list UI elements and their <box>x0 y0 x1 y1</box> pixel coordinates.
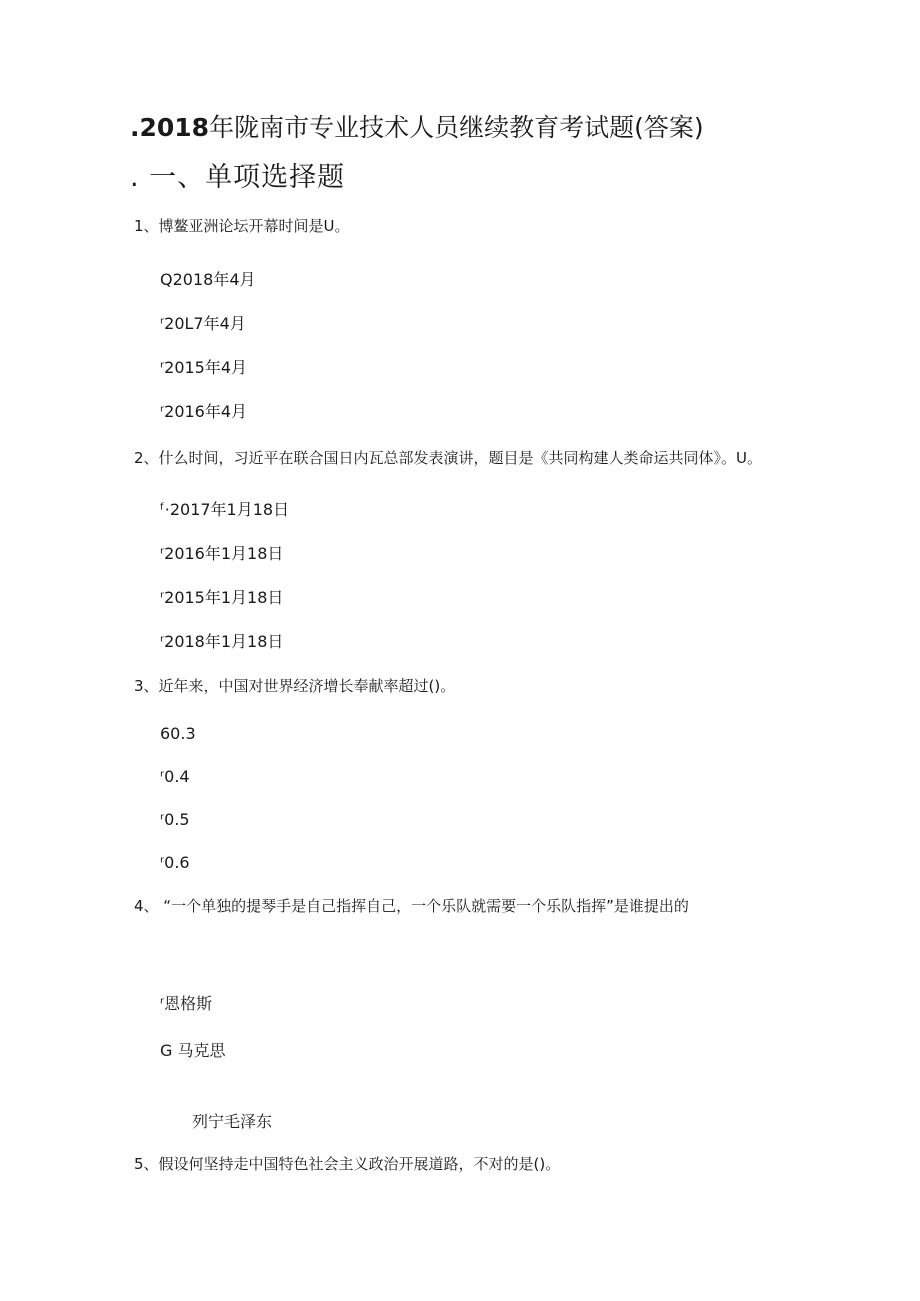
question-1-option-b: ʳ20L7年4月 <box>160 314 246 333</box>
question-3: 3、近年来，中国对世界经济增长奉献率超过()。 <box>134 677 456 695</box>
question-1-option-a: Q2018年4月 <box>160 270 256 289</box>
question-3-option-b: ʳ0.4 <box>160 767 190 786</box>
title-year: .2018 <box>130 113 210 142</box>
question-3-option-c: ʳ0.5 <box>160 810 190 829</box>
question-1: 1、博鳌亚洲论坛开幕时间是U。 <box>134 217 350 235</box>
section-heading: . 一、单项选择题 <box>130 162 346 193</box>
question-1-option-d: ʳ2016年4月 <box>160 402 248 421</box>
question-2-option-b: ʳ2016年1月18日 <box>160 544 284 563</box>
question-3-option-d: ʳ0.6 <box>160 853 190 872</box>
question-2-option-c: ʳ2015年1月18日 <box>160 588 284 607</box>
question-4-option-c: 列宁毛泽东 <box>192 1112 273 1131</box>
question-3-option-a: 60.3 <box>160 724 196 743</box>
document-title <box>130 115 704 140</box>
question-2-option-d: ʳ2018年1月18日 <box>160 632 284 651</box>
question-4-option-b: G 马克思 <box>160 1041 226 1060</box>
question-5: 5、假设何坚持走中国特色社会主义政治开展道路，不对的是()。 <box>134 1155 561 1173</box>
question-2-option-a: ᶠ·2017年1月18日 <box>160 500 290 519</box>
question-4: 4、 “一个单独的提琴手是自己指挥自己，一个乐队就需要一个乐队指挥”是谁提出的 <box>134 897 689 915</box>
title-text: 年陇南市专业技术人员继续教育考试题(答案) <box>209 113 704 142</box>
question-4-option-a: ʳ恩格斯 <box>160 994 213 1013</box>
question-1-option-c: ʳ2015年4月 <box>160 358 248 377</box>
question-2: 2、什么时间，习近平在联合国日内瓦总部发表演讲，题目是《共同构建人类命运共同体》。U。 <box>134 449 763 467</box>
